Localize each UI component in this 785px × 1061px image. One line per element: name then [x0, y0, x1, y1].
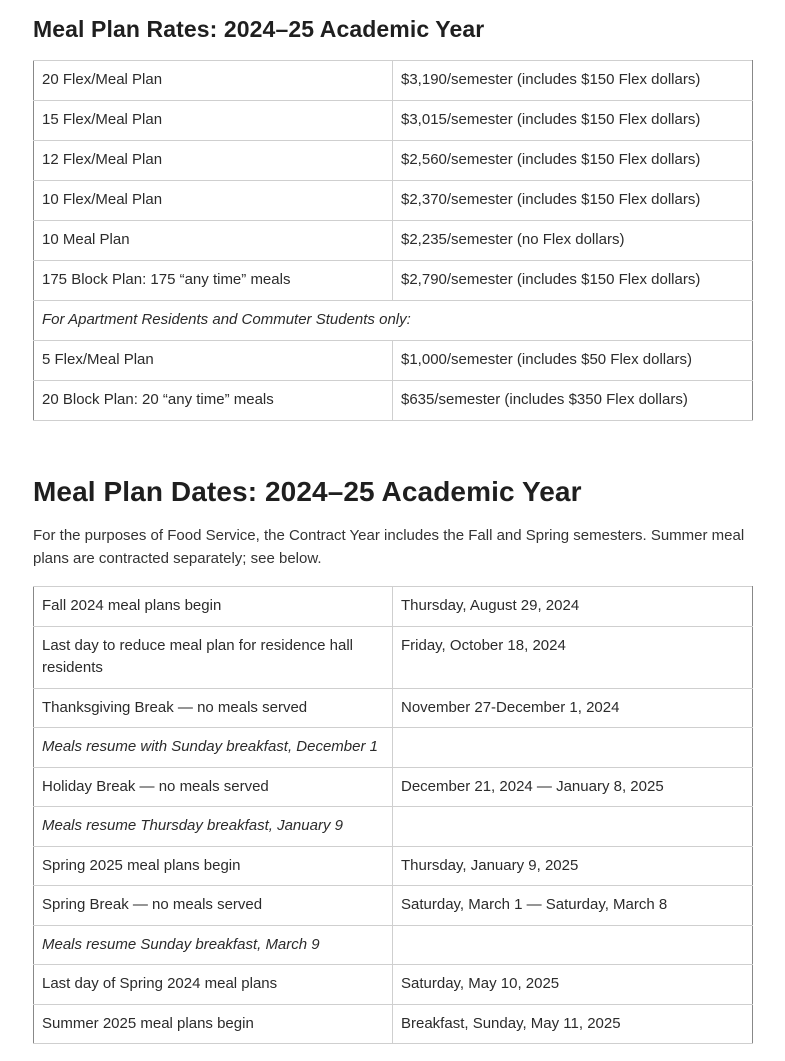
plan-name: 175 Block Plan: 175 “any time” meals: [34, 261, 393, 301]
event-name: Last day of Spring 2024 meal plans: [34, 965, 393, 1005]
event-name: Thanksgiving Break — no meals served: [34, 688, 393, 728]
event-date: Saturday, May 10, 2025: [393, 965, 753, 1005]
apartment-note: For Apartment Residents and Commuter Students only:: [34, 301, 753, 341]
event-name: Last day to reduce meal plan for residence hall residents: [34, 626, 393, 688]
event-date: Saturday, March 1 — Saturday, March 8: [393, 886, 753, 926]
dates-heading: Meal Plan Dates: 2024–25 Academic Year: [33, 476, 582, 507]
plan-name: 10 Meal Plan: [34, 221, 393, 261]
event-date: Thursday, August 29, 2024: [393, 587, 753, 627]
plan-price: $2,560/semester (includes $150 Flex dollars): [393, 141, 753, 181]
rates-heading: Meal Plan Rates: 2024–25 Academic Year: [33, 16, 485, 42]
plan-name: 15 Flex/Meal Plan: [34, 101, 393, 141]
plan-name: 20 Block Plan: 20 “any time” meals: [34, 381, 393, 421]
event-name: Meals resume Sunday breakfast, March 9: [34, 925, 393, 965]
plan-price: $1,000/semester (includes $50 Flex dollars): [393, 341, 753, 381]
table-row: [34, 846, 753, 886]
plan-price: $635/semester (includes $350 Flex dollars): [393, 381, 753, 421]
table-row: [34, 61, 753, 101]
event-date: [393, 807, 753, 847]
table-row: [34, 767, 753, 807]
event-name: Fall 2024 meal plans begin: [34, 587, 393, 627]
event-name: Holiday Break — no meals served: [34, 767, 393, 807]
table-row: [34, 261, 753, 301]
table-row: [34, 341, 753, 381]
event-date: [393, 728, 753, 768]
plan-price: $3,015/semester (includes $150 Flex dollars): [393, 101, 753, 141]
event-date: [393, 925, 753, 965]
dates-table: [33, 586, 753, 1044]
table-row: [34, 965, 753, 1005]
table-row: [34, 101, 753, 141]
table-row: [34, 728, 753, 768]
event-date: Thursday, January 9, 2025: [393, 846, 753, 886]
table-row: [34, 886, 753, 926]
event-name: Spring 2025 meal plans begin: [34, 846, 393, 886]
table-row: [34, 587, 753, 627]
event-name: Meals resume Thursday breakfast, January 9: [34, 807, 393, 847]
table-row: [34, 1004, 753, 1044]
table-row: [34, 301, 753, 341]
table-row: [34, 181, 753, 221]
table-row: [34, 141, 753, 181]
table-row: [34, 925, 753, 965]
table-row: [34, 807, 753, 847]
table-row: [34, 381, 753, 421]
event-date: December 21, 2024 — January 8, 2025: [393, 767, 753, 807]
event-name: Spring Break — no meals served: [34, 886, 393, 926]
event-date: Breakfast, Sunday, May 11, 2025: [393, 1004, 753, 1044]
plan-name: 5 Flex/Meal Plan: [34, 341, 393, 381]
table-row: [34, 626, 753, 688]
event-date: Friday, October 18, 2024: [393, 626, 753, 688]
plan-name: 10 Flex/Meal Plan: [34, 181, 393, 221]
table-row: [34, 688, 753, 728]
table-row: [34, 221, 753, 261]
rates-table: [33, 60, 753, 421]
dates-intro: For the purposes of Food Service, the Contract Year includes the Fall and Spring semesters. Summer meal plans are contracted separately; see below.: [33, 527, 745, 567]
event-name: Meals resume with Sunday breakfast, December 1: [34, 728, 393, 768]
plan-price: $3,190/semester (includes $150 Flex dollars): [393, 61, 753, 101]
plan-price: $2,235/semester (no Flex dollars): [393, 221, 753, 261]
event-date: November 27-December 1, 2024: [393, 688, 753, 728]
plan-name: 12 Flex/Meal Plan: [34, 141, 393, 181]
event-name: Summer 2025 meal plans begin: [34, 1004, 393, 1044]
plan-name: 20 Flex/Meal Plan: [34, 61, 393, 101]
plan-price: $2,370/semester (includes $150 Flex dollars): [393, 181, 753, 221]
plan-price: $2,790/semester (includes $150 Flex dollars): [393, 261, 753, 301]
